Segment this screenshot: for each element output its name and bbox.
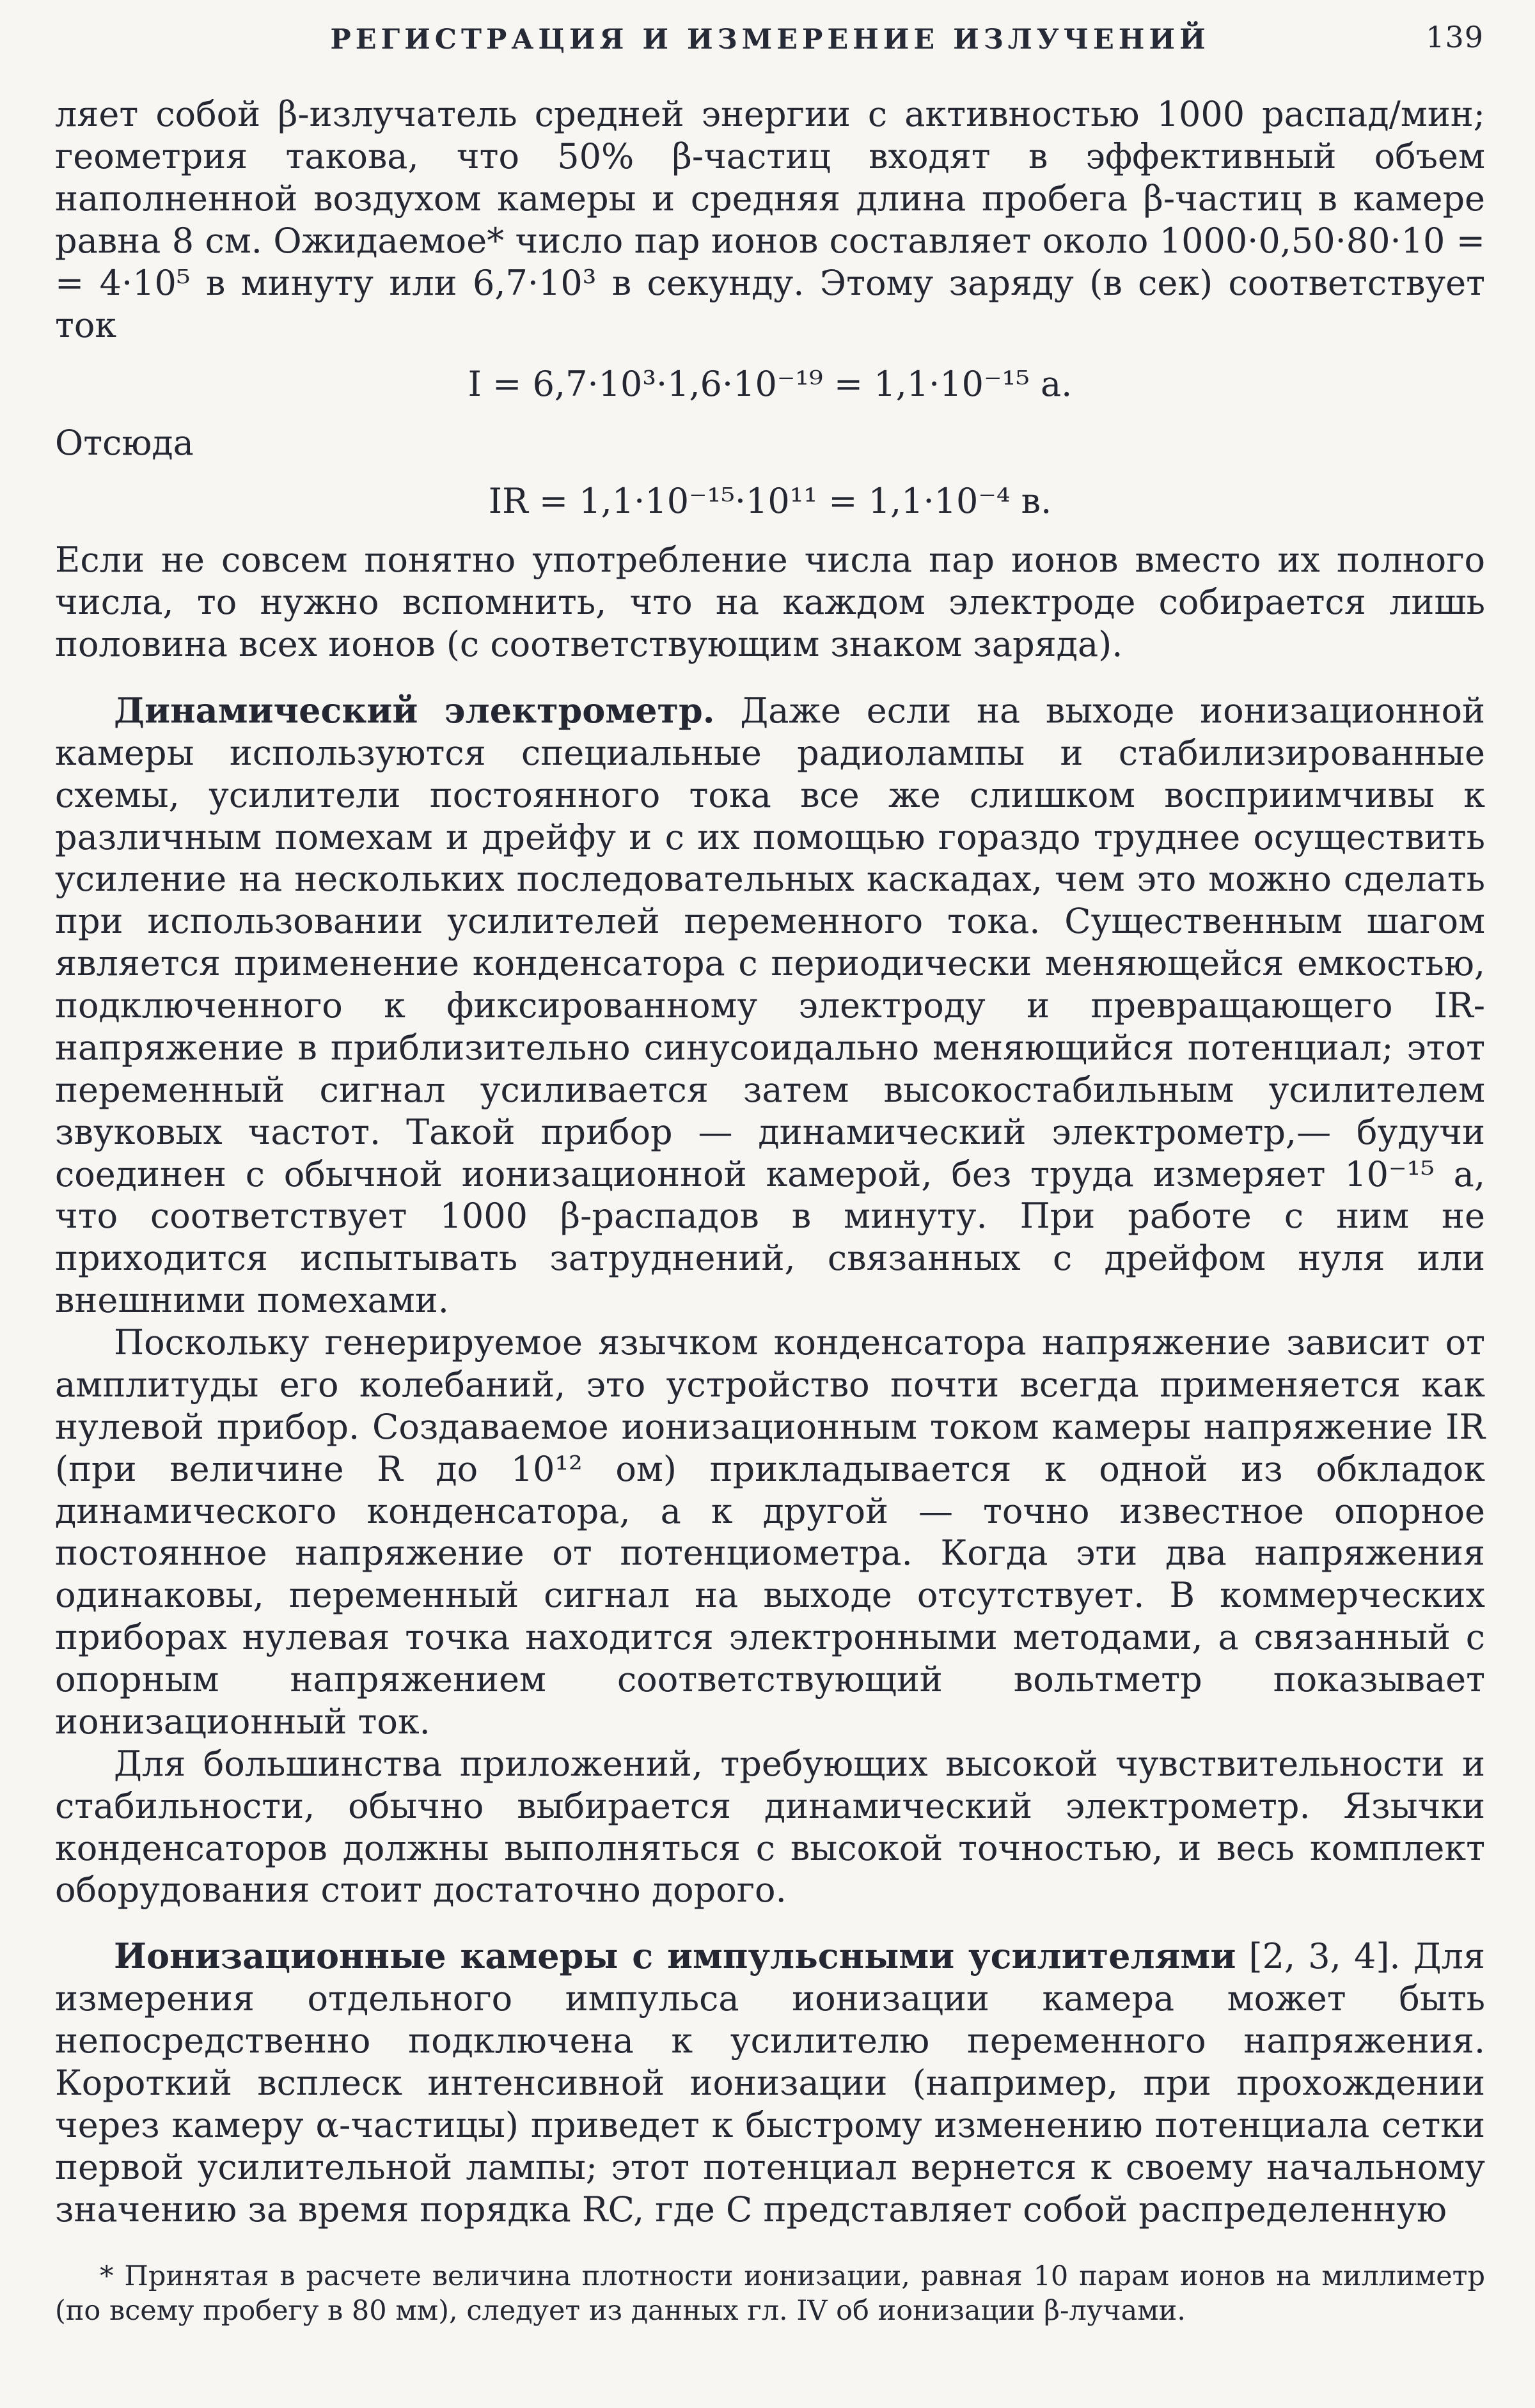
formula-ionization-current: I = 6,7·10³·1,6·10⁻¹⁹ = 1,1·10⁻¹⁵ а.: [468, 363, 1073, 404]
page-number: 139: [1426, 20, 1484, 54]
paragraph-pulse-amplifiers-body: Для измерения отдельного импульса ионизации камера может быть непосредственно подключена к усилителю переменного напряжения. Короткий всплеск интенсивной ионизации (например, при прохождении через камеру α-частицы) приведет к быстрому изменению потенциала сетки первой усилительной лампы; этот потенциал вернется к своему начальному значению за время порядка RC, где C представляет собой распределенную: [55, 1936, 1485, 2230]
footnote: * Принятая в расчете величина плотности ионизации, равная 10 парам ионов на миллиметр (по всему пробегу в 80 мм), следует из данных гл. IV об ионизации β-лучами.: [55, 2260, 1485, 2327]
formula-ir-voltage: IR = 1,1·10⁻¹⁵·10¹¹ = 1,1·10⁻⁴ в.: [488, 481, 1052, 522]
running-head: [55, 19, 1485, 56]
paragraph-pulse-amplifiers: [55, 1935, 1485, 2230]
paragraph-continuation: ляет собой β-излучатель средней энергии с активностью 1000 распад/мин; геометрия такова, что 50% β-частиц входят в эффективный объем наполненной воздухом камеры и средняя длина пробега β-частиц в камере равна 8 см. Ожидаемое* число пар ионов составляет около 1000·0,50·80·10 = = 4·10⁵ в минуту или 6,7·10³ в секунду. Этому заряду (в сек) соответствует ток: [55, 94, 1485, 345]
running-head-title: РЕГИСТРАЦИЯ И ИЗМЕРЕНИЕ ИЗЛУЧЕНИЙ: [330, 24, 1210, 56]
paragraph-dynamic-electrometer-lead: Динамический электрометр.: [114, 689, 715, 731]
paragraph-dynamic-electrometer-body: Даже если на выходе ионизационной камеры используются специальные радиолампы и стабилизированные схемы, усилители постоянного тока все же слишком восприимчивы к различным помехам и дрейфу и с их помощью гораздо труднее осуществить усиление на нескольких последовательных каскадах, чем это можно сделать при использовании усилителей переменного тока. Существенным шагом является применение конденсатора с периодически меняющейся емкостью, подключенного к фиксированному электроду и превращающего IR-напряжение в приблизительно синусоидально меняющийся потенциал; этот переменный сигнал усиливается затем высокостабильным усилителем звуковых частот. Такой прибор — динамический электрометр,— будучи соединен с обычной ионизационной камерой, без труда измеряет 10⁻¹⁵ а, что соответствует 1000 β-распадов в минуту. При работе с ним не приходится испытывать затруднений, связанных с дрейфом нуля или внешними помехами.: [55, 690, 1485, 1321]
paragraph-pulse-amplifiers-ref: [2, 3, 4].: [1236, 1936, 1401, 1977]
label-hence: Отсюда: [55, 422, 194, 463]
paragraph-pulse-amplifiers-lead: Ионизационные камеры с импульсными усилителями: [114, 1935, 1236, 1977]
paragraph-null-instrument: Поскольку генерируемое язычком конденсатора напряжение зависит от амплитуды его колебаний, это устройство почти всегда применяется как нулевой прибор. Создаваемое ионизационным током камеры напряжение IR (при величине R до 10¹² ом) прикладывается к одной из обкладок динамического конденсатора, а к другой — точно известное опорное постоянное напряжение от потенциометра. Когда эти два напряжения одинаковы, переменный сигнал на выходе отсутствует. В коммерческих приборах нулевая точка находится электронными методами, а связанный с опорным напряжением соответствующий вольтметр показывает ионизационный ток.: [55, 1322, 1485, 1742]
paragraph-ion-pairs-note: Если не совсем понятно употребление числа пар ионов вместо их полного числа, то нужно вспомнить, что на каждом электроде собирается лишь половина всех ионов (с соответствующим знаком заряда).: [55, 540, 1485, 665]
paragraph-dynamic-electrometer: [55, 690, 1485, 1322]
paragraph-applications: Для большинства приложений, требующих высокой чувствительности и стабильности, обычно выбирается динамический электрометр. Язычки конденсаторов должны выполняться с высокой точностью, и весь комплект оборудования стоит достаточно дорого.: [55, 1743, 1485, 1911]
